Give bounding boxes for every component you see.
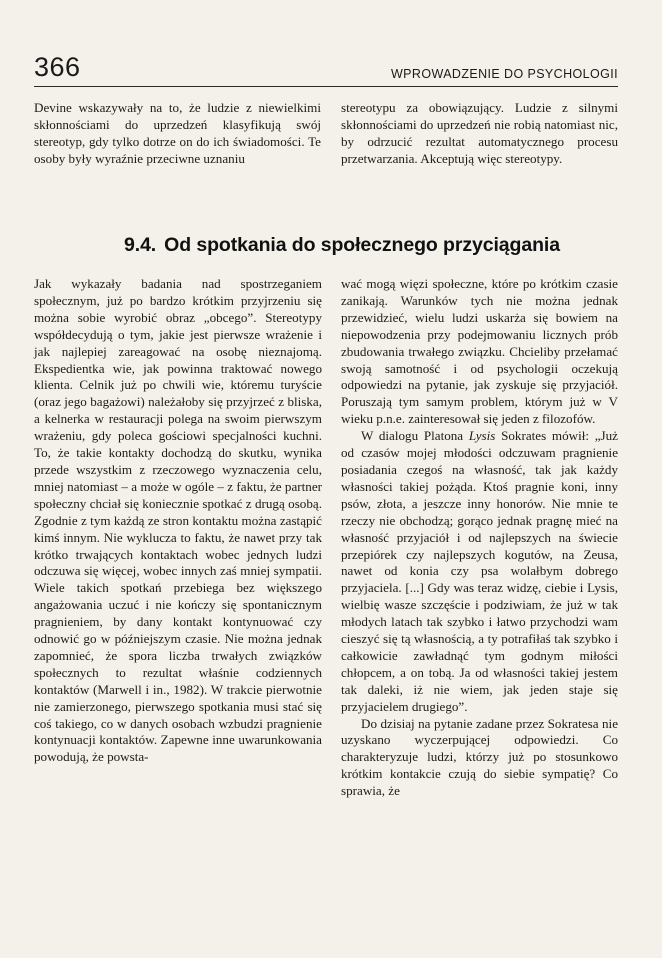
paragraph-2-quote: Sokrates mówił: „Już od czasów mojej młodości odczuwam pragnienie posiadania czegoś na własność, tak jak każdy własności takiej pożąda. Ktoś pragnie koni, inny psów, złota, a jeszcze inny honorów. Nie mnie te rzeczy nie obchodzą; gorąco jednak pragnę mieć na własność przyjaciół i od najlepszych na świecie przepiórek czy najlepszych kogutów, na Zeusa, nawet od konia czy psa wolałbym dobrego przyjaciela. [...] Gdy was teraz widzę, ciebie i Lysis, wielbię wasze szczęście i podziwiam, że już w tak młodych latach tak szybko i łatwo przychodzi wam cieszyć się tą własnością, a ty potrafiłaś tak szybko i całkowicie zawładnąć tym godnym miłości chłopcem, a on tobą. Ja od własności takiej jestem tak daleki, iż nie wiem, jak jeden staje się przyjacielem drugiego”. bbox=[341, 428, 618, 714]
main-right-paragraph-2 bbox=[341, 428, 618, 715]
paragraph-2-lead: W dialogu Platona bbox=[361, 428, 469, 444]
main-left-column bbox=[34, 276, 322, 766]
top-right-column bbox=[341, 100, 618, 168]
work-title-lysis: Lysis bbox=[468, 428, 496, 444]
section-title: Od spotkania do społecznego przyciągania bbox=[164, 234, 560, 256]
main-right-paragraph-1: wać mogą więzi społeczne, które po krótkim czasie zanikają. Warunków tych nie można jednak przewidzieć, wielu ludzi uskarża się bowiem na niepowodzenia przy podejmowaniu licznych prób zbudowania trwałego związku. Chcieliby przełamać swoją samotność i od psychologii oczekują odpowiedzi na pytanie, jak zyskuje się przyjaciół. Poruszają tym samym problem, którym już w V wieku p.n.e. zainteresował się jeden z filozofów. bbox=[341, 276, 618, 427]
header-rule bbox=[34, 86, 618, 87]
page-number: 366 bbox=[34, 52, 81, 82]
main-left-paragraph: Jak wykazały badania nad spostrzeganiem społecznym, już po bardzo krótkim przyjrzeniu się można sobie wyrobić obraz „obcego”. Stereotypy współdecydują o tym, jakie jest pierwsze wrażenie i jak najlepiej zareagować na osobę nieznajomą. Ekspedientka wie, jak powinna traktować nowego klienta. Celnik już po chwili wie, któremu turyście (oraz jego bagażowi) należałoby się przyjrzeć z bliska, a kelnerka w restauracji polega na swoim pierwszym wrażeniu, gdy poleca gościowi specjalności kuchni. To, że takie kontakty dochodzą do skutku, wynika przede wszystkim z rzeczowego wyznaczenia celu, mniej natomiast – a może w ogóle – z faktu, że partner społeczny chciał się koniecznie spotkać z drugą osobą. Zgodnie z tym każdą ze stron kontaktu można zastąpić kimś innym. Nie wyklucza to faktu, że nawet przy tak krótko trwających kontaktach wobec jednych ludzi odczuwa się więcej, wobec innych zaś mniej sympatii. Wiele takich spotkań przebiega bez większego angażowania uczuć i nie kończy się spontanicznym pragnieniem, by dany kontakt kontynuować czy odnowić go w późniejszym czasie. Nie można jednak zapomnieć, że spora liczba trwałych związków społecznych to rezultat właśnie codziennych kontaktów (Marwell i in., 1982). W trakcie pierwotnie nie zamierzonego, pierwszego spotkania musi stać się coś takiego, co w danych osobach wzbudzi pragnienie kontynuacji kontaktów. Zapewne inne uwarunkowania powodują, że powsta- bbox=[34, 276, 322, 765]
running-head: WPROWADZENIE DO PSYCHOLOGII bbox=[390, 67, 618, 81]
top-right-paragraph: stereotypu za obowiązujący. Ludzie z silnymi skłonnościami do uprzedzeń nie robią natomiast nic, by odrzucić rezultat automatycznego procesu przetwarzania. Akceptują więc stereotypy. bbox=[341, 100, 618, 166]
top-left-paragraph: Devine wskazywały na to, że ludzie z niewielkimi skłonnościami do uprzedzeń klasyfikują swój stereotyp, gdy tylko dotrze on do ich świadomości. Te osoby były wyraźnie przeciwne uznaniu bbox=[34, 100, 321, 166]
top-left-column bbox=[34, 100, 321, 168]
main-right-column bbox=[341, 276, 618, 800]
main-right-paragraph-3: Do dzisiaj na pytanie zadane przez Sokratesa nie uzyskano wyczerpującej odpowiedzi. Co charakteryzuje ludzi, którzy już po stosunkowo krótkim kontakcie czują do siebie sympatię? Co sprawia, że bbox=[341, 715, 618, 799]
section-heading bbox=[124, 234, 560, 256]
section-number: 9.4. bbox=[124, 234, 157, 256]
